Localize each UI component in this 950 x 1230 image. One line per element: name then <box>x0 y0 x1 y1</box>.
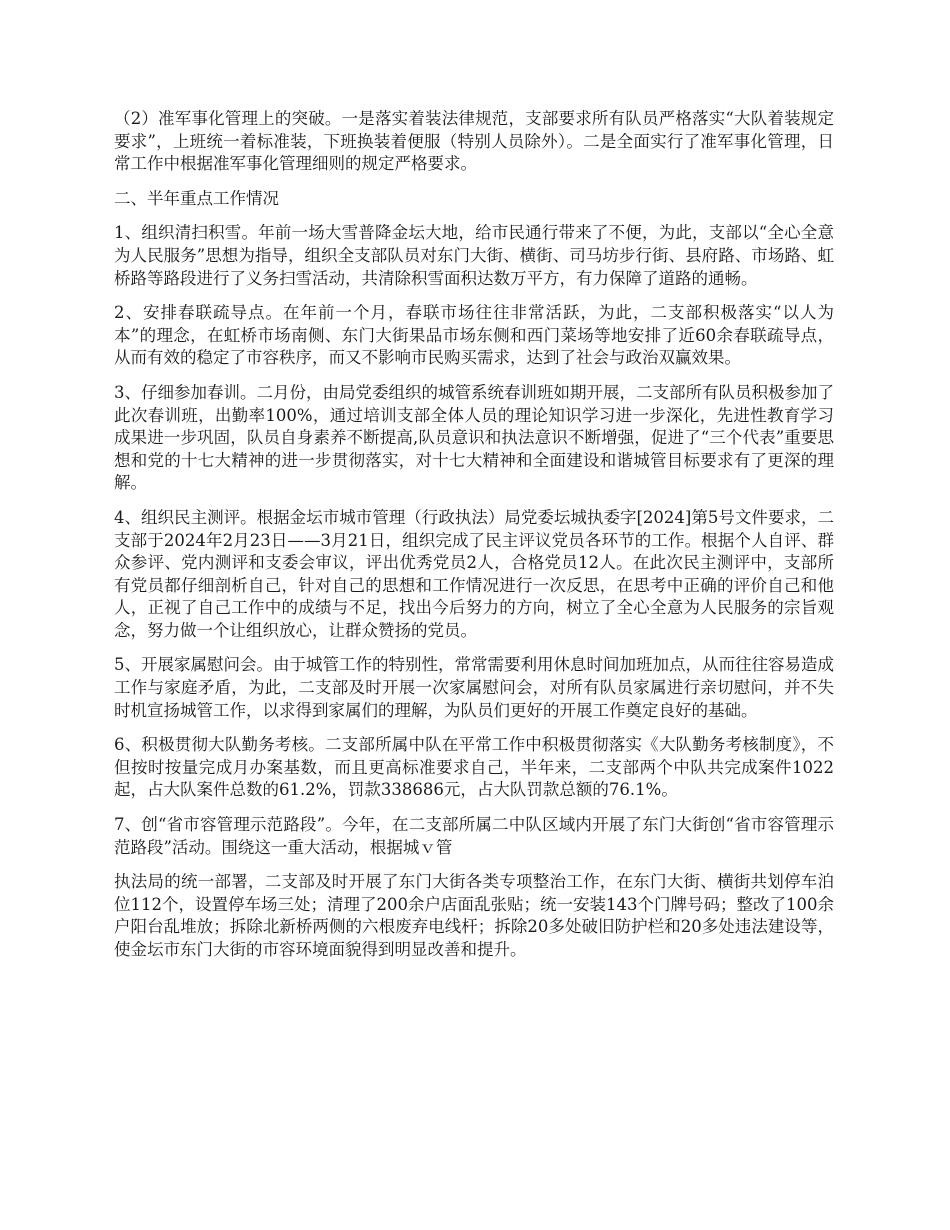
paragraph-family-visit: 5、开展家属慰问会。由于城管工作的特别性，常常需要利用休息时间加班加点，从而往往容易造成工作与家庭矛盾，为此，二支部及时开展一次家属慰问会，对所有队员家属进行亲切慰问，并不失时机宣扬城管工作，以求得到家属们的理解，为队员们更好的开展工作奠定良好的基础。 <box>114 655 834 720</box>
paragraph-duty-assessment: 6、积极贯彻大队勤务考核。二支部所属中队在平常工作中积极贯彻落实《大队勤务考核制度》，不但按时按量完成月办案基数，而且更高标准要求自己，半年来，二支部两个中队共完成案件1022起，占大队案件总数的61.2%，罚款338686元，占大队罚款总额的76.1%。 <box>114 735 834 800</box>
paragraph-spring-training: 3、仔细参加春训。二月份，由局党委组织的城管系统春训班如期开展，二支部所有队员积极参加了此次春训班，出勤率100%，通过培训支部全体人员的理论知识学习进一步深化，先进性教育学习成果进一步巩固，队员自身素养不断提高,队员意识和执法意识不断增强，促进了“三个代表”重要思想和党的十七大精神的进一步贯彻落实，对十七大精神和全面建设和谐城管目标要求有了更深的理解。 <box>114 382 834 493</box>
paragraph-snow-clearing: 1、组织清扫积雪。年前一场大雪普降金坛大地，给市民通行带来了不便，为此，支部以“全心全意为人民服务”思想为指导，组织全支部队员对东门大街、横街、司马坊步行街、县府路、市场路、虹桥路等路段进行了义务扫雪活动，共清除积雪面积达数万平方，有力保障了道路的通畅。 <box>114 223 834 288</box>
paragraph-military-management: （2）准军事化管理上的突破。一是落实着装法律规范，支部要求所有队员严格落实“大队着装规定要求”，上班统一着标准装，下班换装着便服（特别人员除外）。二是全面实行了准军事化管理，日常工作中根据准军事化管理细则的规定严格要求。 <box>114 109 834 174</box>
document-page <box>114 108 834 974</box>
paragraph-couplet-points: 2、安排春联疏导点。在年前一个月，春联市场往往非常活跃，为此，二支部积极落实“以人为本”的理念，在虹桥市场南侧、东门大街果品市场东侧和西门菜场等地安排了近60余春联疏导点，从而有效的稳定了市容秩序，而又不影响市民购买需求，达到了社会与政治双赢效果。 <box>114 303 834 368</box>
paragraph-special-rectification: 执法局的统一部署，二支部及时开展了东门大街各类专项整治工作，在东门大街、横街共划停车泊位112个，设置停车场三处；清理了200余户店面乱张贴；统一安装143个门牌号码；整改了100余户阳台乱堆放；拆除北新桥两侧的六根废弃电线杆；拆除20多处破旧防护栏和20多处违法建设等，使金坛市东门大街的市容环境面貌得到明显改善和提升。 <box>114 872 834 959</box>
paragraph-democratic-evaluation: 4、组织民主测评。根据金坛市城市管理（行政执法）局党委坛城执委字[2024]第5号文件要求，二支部于2024年2月23日——3月21日，组织完成了民主评议党员各环节的工作。根据个人自评、群众参评、党内测评和支委会审议，评出优秀党员2人，合格党员12人。在此次民主测评中，支部所有党员都仔细剖析自己，针对自己的思想和工作情况进行一次反思，在思考中正确的评价自己和他人，正视了自己工作中的成绩与不足，找出今后努力的方向，树立了全心全意为人民服务的宗旨观念，努力做一个让组织放心，让群众赞扬的党员。 <box>114 507 834 640</box>
paragraph-demo-road-section: 7、创“省市容管理示范路段”。今年，在二支部所属二中队区域内开展了东门大街创“省市容管理示范路段”活动。围绕这一重大活动，根据城ｖ管 <box>114 815 834 857</box>
section-heading-half-year-work: 二、半年重点工作情况 <box>114 188 279 208</box>
